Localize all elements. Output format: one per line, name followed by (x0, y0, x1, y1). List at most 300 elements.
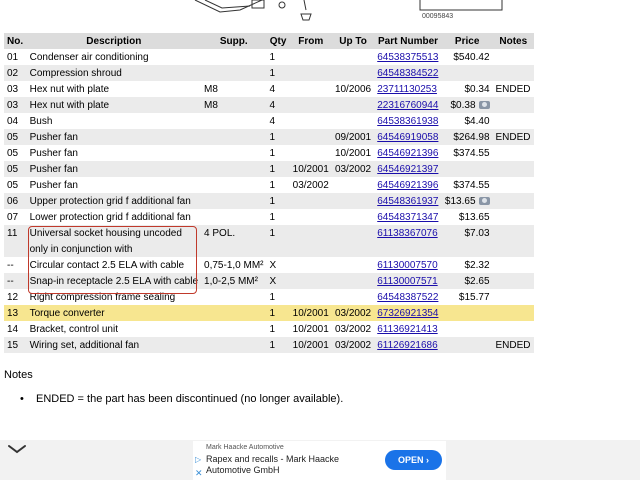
cell-upto (332, 225, 374, 241)
table-row (4, 161, 534, 177)
col-header-no: No. (4, 33, 27, 49)
cell-price (442, 273, 493, 289)
col-header-part-number: Part Number (374, 33, 442, 49)
cell-no-text: 12 (7, 291, 19, 303)
cell-price (442, 337, 493, 353)
cell-upto (332, 145, 374, 161)
cell-notes (493, 177, 534, 193)
table-row (4, 65, 534, 81)
cell-price (442, 225, 493, 241)
cell-description (27, 257, 201, 273)
part-number-link[interactable]: 64546921397 (377, 163, 439, 175)
cell-supp (201, 97, 267, 113)
cell-upto (332, 161, 374, 177)
cell-price (442, 49, 493, 65)
cell-description-text: Bracket, control unit (29, 323, 118, 335)
col-header-upto: Up To (332, 33, 374, 49)
diagram-code: 00095843 (422, 13, 454, 20)
cell-no (4, 193, 27, 209)
cell-part-number (374, 321, 442, 337)
cell-upto (332, 129, 374, 145)
cell-supp-text: M8 (204, 83, 218, 95)
cell-supp (201, 145, 267, 161)
cell-supp (201, 321, 267, 337)
part-number-link[interactable]: 64546921396 (377, 147, 439, 159)
cell-price-text: $13.65 (458, 211, 490, 223)
cell-qty-text: 1 (269, 131, 276, 143)
cell-no-text: 02 (7, 67, 19, 79)
ad-title[interactable]: Rapex and recalls - Mark Haacke Automotive GmbH (206, 454, 340, 475)
cell-no (4, 145, 27, 161)
cell-part-number (374, 145, 442, 161)
table-header-row (4, 33, 534, 49)
table-row (4, 113, 534, 129)
part-number-link[interactable]: 61138367076 (377, 227, 438, 239)
cell-price-text: $13.65 (444, 195, 476, 207)
part-number-link[interactable]: 64538361938 (377, 115, 439, 127)
cell-upto-text: 03/2002 (334, 307, 372, 319)
cell-from (290, 97, 332, 113)
table-row (4, 129, 534, 145)
table-row (4, 97, 534, 113)
cell-from (290, 193, 332, 209)
cell-qty (267, 321, 290, 337)
cell-price (442, 145, 493, 161)
cell-no-text: 14 (7, 323, 19, 335)
part-number-link[interactable]: 22316760944 (377, 99, 439, 111)
cell-part-number (374, 241, 442, 257)
cell-part-number (374, 65, 442, 81)
ad-info-icon[interactable]: ▷ (195, 455, 202, 464)
cell-supp (201, 177, 267, 193)
cell-upto (332, 49, 374, 65)
cell-description-text: Upper protection grid f additional fan (29, 195, 191, 207)
cell-no (4, 225, 27, 241)
cell-from (290, 257, 332, 273)
cell-supp (201, 49, 267, 65)
cell-no-text: 03 (7, 99, 19, 111)
table-row (4, 257, 534, 273)
table-row (4, 289, 534, 305)
cell-qty-text: 1 (269, 67, 276, 79)
cell-upto-text: 09/2001 (334, 131, 372, 143)
cell-description-text: Wiring set, additional fan (29, 339, 140, 351)
cell-no (4, 337, 27, 353)
cell-description-text: Pusher fan (29, 179, 78, 191)
cell-notes (493, 305, 534, 321)
cell-price (442, 177, 493, 193)
cell-qty-text: 1 (269, 163, 276, 175)
cell-upto-text: 03/2002 (334, 163, 372, 175)
cell-price-text: $0.38 (450, 99, 476, 111)
cell-no (4, 65, 27, 81)
cell-qty (267, 289, 290, 305)
part-number-link[interactable]: 67326921354 (377, 307, 439, 319)
cell-part-number (374, 209, 442, 225)
table-row (4, 273, 534, 289)
part-number-link[interactable]: 64548384522 (377, 67, 439, 79)
cell-description (27, 81, 201, 97)
cell-description (27, 145, 201, 161)
cell-supp (201, 337, 267, 353)
col-header-price: Price (442, 33, 493, 49)
cell-price-text: $264.98 (453, 131, 490, 143)
cell-qty (267, 257, 290, 273)
cell-qty-text: X (269, 259, 277, 271)
cell-no (4, 177, 27, 193)
cell-price (442, 129, 493, 145)
note-item: • ENDED = the part has been discontinued (no longer available). (20, 393, 343, 405)
cell-no-text: 13 (7, 307, 19, 319)
cell-from (290, 177, 332, 193)
cell-qty-text: 1 (269, 307, 276, 319)
table-row (4, 145, 534, 161)
cell-no (4, 305, 27, 321)
cell-qty (267, 337, 290, 353)
cell-price (442, 97, 493, 113)
cell-upto (332, 113, 374, 129)
cell-no-text: 05 (7, 179, 19, 191)
cell-description (27, 49, 201, 65)
cell-price-text: $540.42 (453, 51, 490, 63)
cell-from-text: 10/2001 (292, 163, 329, 175)
cell-from (290, 81, 332, 97)
cell-from (290, 241, 332, 257)
cell-from (290, 225, 332, 241)
cell-supp (201, 273, 267, 289)
cell-description (27, 193, 201, 209)
cell-price-text: $4.40 (464, 115, 490, 127)
cell-upto (332, 337, 374, 353)
ad-open-button[interactable] (385, 450, 442, 470)
cell-notes (493, 289, 534, 305)
cell-qty (267, 161, 290, 177)
cell-price (442, 209, 493, 225)
part-number-link[interactable]: 23711130253 (377, 83, 437, 95)
table-row (4, 49, 534, 65)
part-number-link[interactable]: 64546921396 (377, 179, 439, 191)
cell-supp (201, 305, 267, 321)
cell-from (290, 49, 332, 65)
cell-from (290, 65, 332, 81)
cell-notes (493, 113, 534, 129)
cell-part-number (374, 113, 442, 129)
cell-qty (267, 65, 290, 81)
cell-no (4, 289, 27, 305)
cell-qty-text: 1 (269, 323, 276, 335)
cell-description-text: Snap-in receptacle 2.5 ELA with cable (29, 275, 199, 287)
part-number-link[interactable]: 64546919058 (377, 131, 439, 143)
cell-upto (332, 193, 374, 209)
cell-part-number (374, 289, 442, 305)
cell-part-number (374, 225, 442, 241)
cell-qty-text: 1 (269, 227, 276, 239)
part-number-link[interactable]: 64548387522 (377, 291, 439, 303)
cell-notes (493, 225, 534, 241)
col-header-from: From (290, 33, 332, 49)
cell-qty (267, 209, 290, 225)
cell-description-text: Right compression frame sealing (29, 291, 176, 303)
cell-description-text: Condenser air conditioning (29, 51, 149, 63)
cell-part-number (374, 129, 442, 145)
cell-qty (267, 145, 290, 161)
cell-upto (332, 257, 374, 273)
cell-supp (201, 129, 267, 145)
cell-notes-text: ENDED (495, 83, 531, 95)
cell-from (290, 337, 332, 353)
table-row (4, 193, 534, 209)
cell-description-text: Torque converter (29, 307, 105, 319)
cell-description (27, 129, 201, 145)
cell-notes (493, 321, 534, 337)
table-row (4, 209, 534, 225)
cell-part-number (374, 337, 442, 353)
cell-supp-text: 0,75-1,0 MM² (204, 259, 264, 271)
cell-no (4, 241, 27, 257)
cell-price (442, 305, 493, 321)
cell-supp (201, 65, 267, 81)
cell-qty (267, 225, 290, 241)
cell-price-text: $2.32 (464, 259, 490, 271)
cell-price-text: $7.03 (464, 227, 490, 239)
cell-description (27, 97, 201, 113)
col-header-supp: Supp. (201, 33, 267, 49)
cell-from (290, 321, 332, 337)
cell-description-text: Pusher fan (29, 163, 78, 175)
ad-source: Mark Haacke Automotive (206, 444, 284, 451)
ad-open-label: OPEN (397, 455, 424, 465)
cell-qty-text: 1 (269, 195, 276, 207)
cell-description (27, 241, 201, 257)
cell-notes (493, 257, 534, 273)
cell-price (442, 257, 493, 273)
cell-description-text: Lower protection grid f additional fan (29, 211, 191, 223)
cell-notes (493, 49, 534, 65)
cell-qty (267, 129, 290, 145)
cell-supp (201, 241, 267, 257)
cell-from-text: 10/2001 (292, 323, 329, 335)
part-number-link[interactable]: 64548371347 (377, 211, 439, 223)
part-number-link[interactable]: 61126921686 (377, 339, 438, 351)
cell-description-text: only in conjunction with (29, 243, 133, 255)
part-number-link[interactable]: 61130007571 (377, 275, 438, 287)
cell-price (442, 65, 493, 81)
notes-heading: Notes (4, 369, 33, 381)
cell-supp (201, 161, 267, 177)
camera-icon[interactable] (479, 197, 490, 205)
cell-description-text: Hex nut with plate (29, 99, 110, 111)
cell-price-text: $2.65 (464, 275, 490, 287)
cell-description-text: Compression shroud (29, 67, 122, 79)
cell-qty (267, 81, 290, 97)
cell-qty (267, 273, 290, 289)
cell-notes-text: ENDED (495, 339, 531, 351)
cell-upto (332, 97, 374, 113)
cell-part-number (374, 49, 442, 65)
cell-from (290, 161, 332, 177)
camera-icon[interactable] (479, 101, 490, 109)
cell-upto-text: 03/2002 (334, 339, 372, 351)
cell-price (442, 289, 493, 305)
cell-supp (201, 81, 267, 97)
cell-no (4, 161, 27, 177)
cell-qty-text: 1 (269, 339, 276, 351)
cell-price-text: $15.77 (458, 291, 490, 303)
cell-notes (493, 161, 534, 177)
table-row (4, 177, 534, 193)
cell-from (290, 289, 332, 305)
table-row (4, 225, 534, 241)
table-row (4, 81, 534, 97)
cell-price (442, 321, 493, 337)
cell-supp-text: 4 POL. (204, 227, 236, 239)
chevron-right-icon: › (426, 455, 430, 465)
cell-no-text: 06 (7, 195, 19, 207)
cell-description (27, 289, 201, 305)
cell-qty-text: 4 (269, 115, 276, 127)
cell-no (4, 113, 27, 129)
cell-no-text: 03 (7, 83, 19, 95)
cell-upto (332, 241, 374, 257)
cell-part-number (374, 177, 442, 193)
cell-upto-text: 10/2006 (334, 83, 372, 95)
cell-supp (201, 193, 267, 209)
cell-qty (267, 177, 290, 193)
cell-no (4, 97, 27, 113)
cell-no (4, 129, 27, 145)
table-row (4, 241, 534, 257)
cell-part-number (374, 193, 442, 209)
cell-no (4, 257, 27, 273)
cell-qty-text: 1 (269, 211, 276, 223)
cell-qty-text: 1 (269, 291, 276, 303)
cell-notes-text: ENDED (495, 131, 531, 143)
cell-no-text: 07 (7, 211, 19, 223)
cell-qty (267, 97, 290, 113)
cell-no-text: 05 (7, 147, 19, 159)
cell-qty-text: 1 (269, 51, 276, 63)
cell-description (27, 273, 201, 289)
cell-notes (493, 129, 534, 145)
cell-upto (332, 65, 374, 81)
cell-notes (493, 273, 534, 289)
cell-price-text: $374.55 (453, 179, 490, 191)
cell-supp-text: 1,0-2,5 MM² (204, 275, 258, 287)
part-number-link[interactable]: 61130007570 (377, 259, 438, 271)
chevron-down-icon[interactable] (6, 441, 28, 457)
col-header-notes: Notes (493, 33, 534, 49)
cell-from (290, 145, 332, 161)
cell-qty (267, 241, 290, 257)
cell-description (27, 177, 201, 193)
cell-description-text: Universal socket housing uncoded (29, 227, 182, 239)
cell-supp (201, 113, 267, 129)
col-header-qty: Qty (267, 33, 290, 49)
cell-qty-text: 1 (269, 179, 276, 191)
cell-supp-text: M8 (204, 99, 218, 111)
cell-description (27, 209, 201, 225)
table-row (4, 337, 534, 353)
parts-diagram (0, 0, 640, 30)
cell-from (290, 209, 332, 225)
cell-upto (332, 81, 374, 97)
cell-description (27, 337, 201, 353)
cell-part-number (374, 161, 442, 177)
cell-no-text: 11 (7, 227, 18, 239)
cell-from-text: 10/2001 (292, 339, 329, 351)
cell-from (290, 129, 332, 145)
cell-price (442, 241, 493, 257)
cell-no-text: 05 (7, 131, 19, 143)
cell-description (27, 321, 201, 337)
cell-qty-text: 4 (269, 99, 276, 111)
cell-no-text: -- (7, 275, 14, 287)
cell-from-text: 10/2001 (292, 307, 329, 319)
cell-from (290, 273, 332, 289)
diagram-drawing (0, 0, 640, 30)
cell-notes (493, 145, 534, 161)
cell-from (290, 305, 332, 321)
part-number-link[interactable]: 61136921413 (377, 323, 438, 335)
cell-upto (332, 305, 374, 321)
cell-qty (267, 193, 290, 209)
cell-no (4, 49, 27, 65)
cell-qty-text: 1 (269, 147, 276, 159)
cell-description-text: Circular contact 2.5 ELA with cable (29, 259, 185, 271)
cell-no-text: 05 (7, 163, 19, 175)
cell-no (4, 273, 27, 289)
cell-no-text: 04 (7, 115, 19, 127)
parts-table (4, 33, 534, 353)
cell-from-text: 03/2002 (292, 179, 329, 191)
cell-upto (332, 289, 374, 305)
cell-description (27, 305, 201, 321)
cell-description (27, 113, 201, 129)
part-number-link[interactable]: 64538375513 (377, 51, 439, 63)
cell-no-text: 15 (7, 339, 19, 351)
cell-notes (493, 97, 534, 113)
cell-price-text: $374.55 (453, 147, 490, 159)
cell-description-text: Pusher fan (29, 147, 78, 159)
cell-notes (493, 337, 534, 353)
cell-qty (267, 305, 290, 321)
cell-price (442, 113, 493, 129)
ad-close-icon[interactable]: ✕ (195, 468, 203, 478)
cell-notes (493, 65, 534, 81)
cell-qty-text: 4 (269, 83, 276, 95)
cell-no-text: -- (7, 259, 14, 271)
part-number-link[interactable]: 64548361937 (377, 195, 439, 207)
cell-from (290, 113, 332, 129)
cell-upto (332, 273, 374, 289)
cell-price-text: $0.34 (464, 83, 490, 95)
cell-supp (201, 209, 267, 225)
cell-price (442, 161, 493, 177)
cell-notes (493, 241, 534, 257)
cell-description-text: Pusher fan (29, 131, 78, 143)
cell-part-number (374, 305, 442, 321)
table-row (4, 305, 534, 321)
cell-upto (332, 209, 374, 225)
cell-no-text: 01 (7, 51, 19, 63)
cell-price (442, 81, 493, 97)
cell-description (27, 161, 201, 177)
cell-supp (201, 225, 267, 241)
cell-price (442, 193, 493, 209)
ad-banner[interactable] (193, 441, 446, 480)
cell-supp (201, 257, 267, 273)
cell-upto (332, 177, 374, 193)
